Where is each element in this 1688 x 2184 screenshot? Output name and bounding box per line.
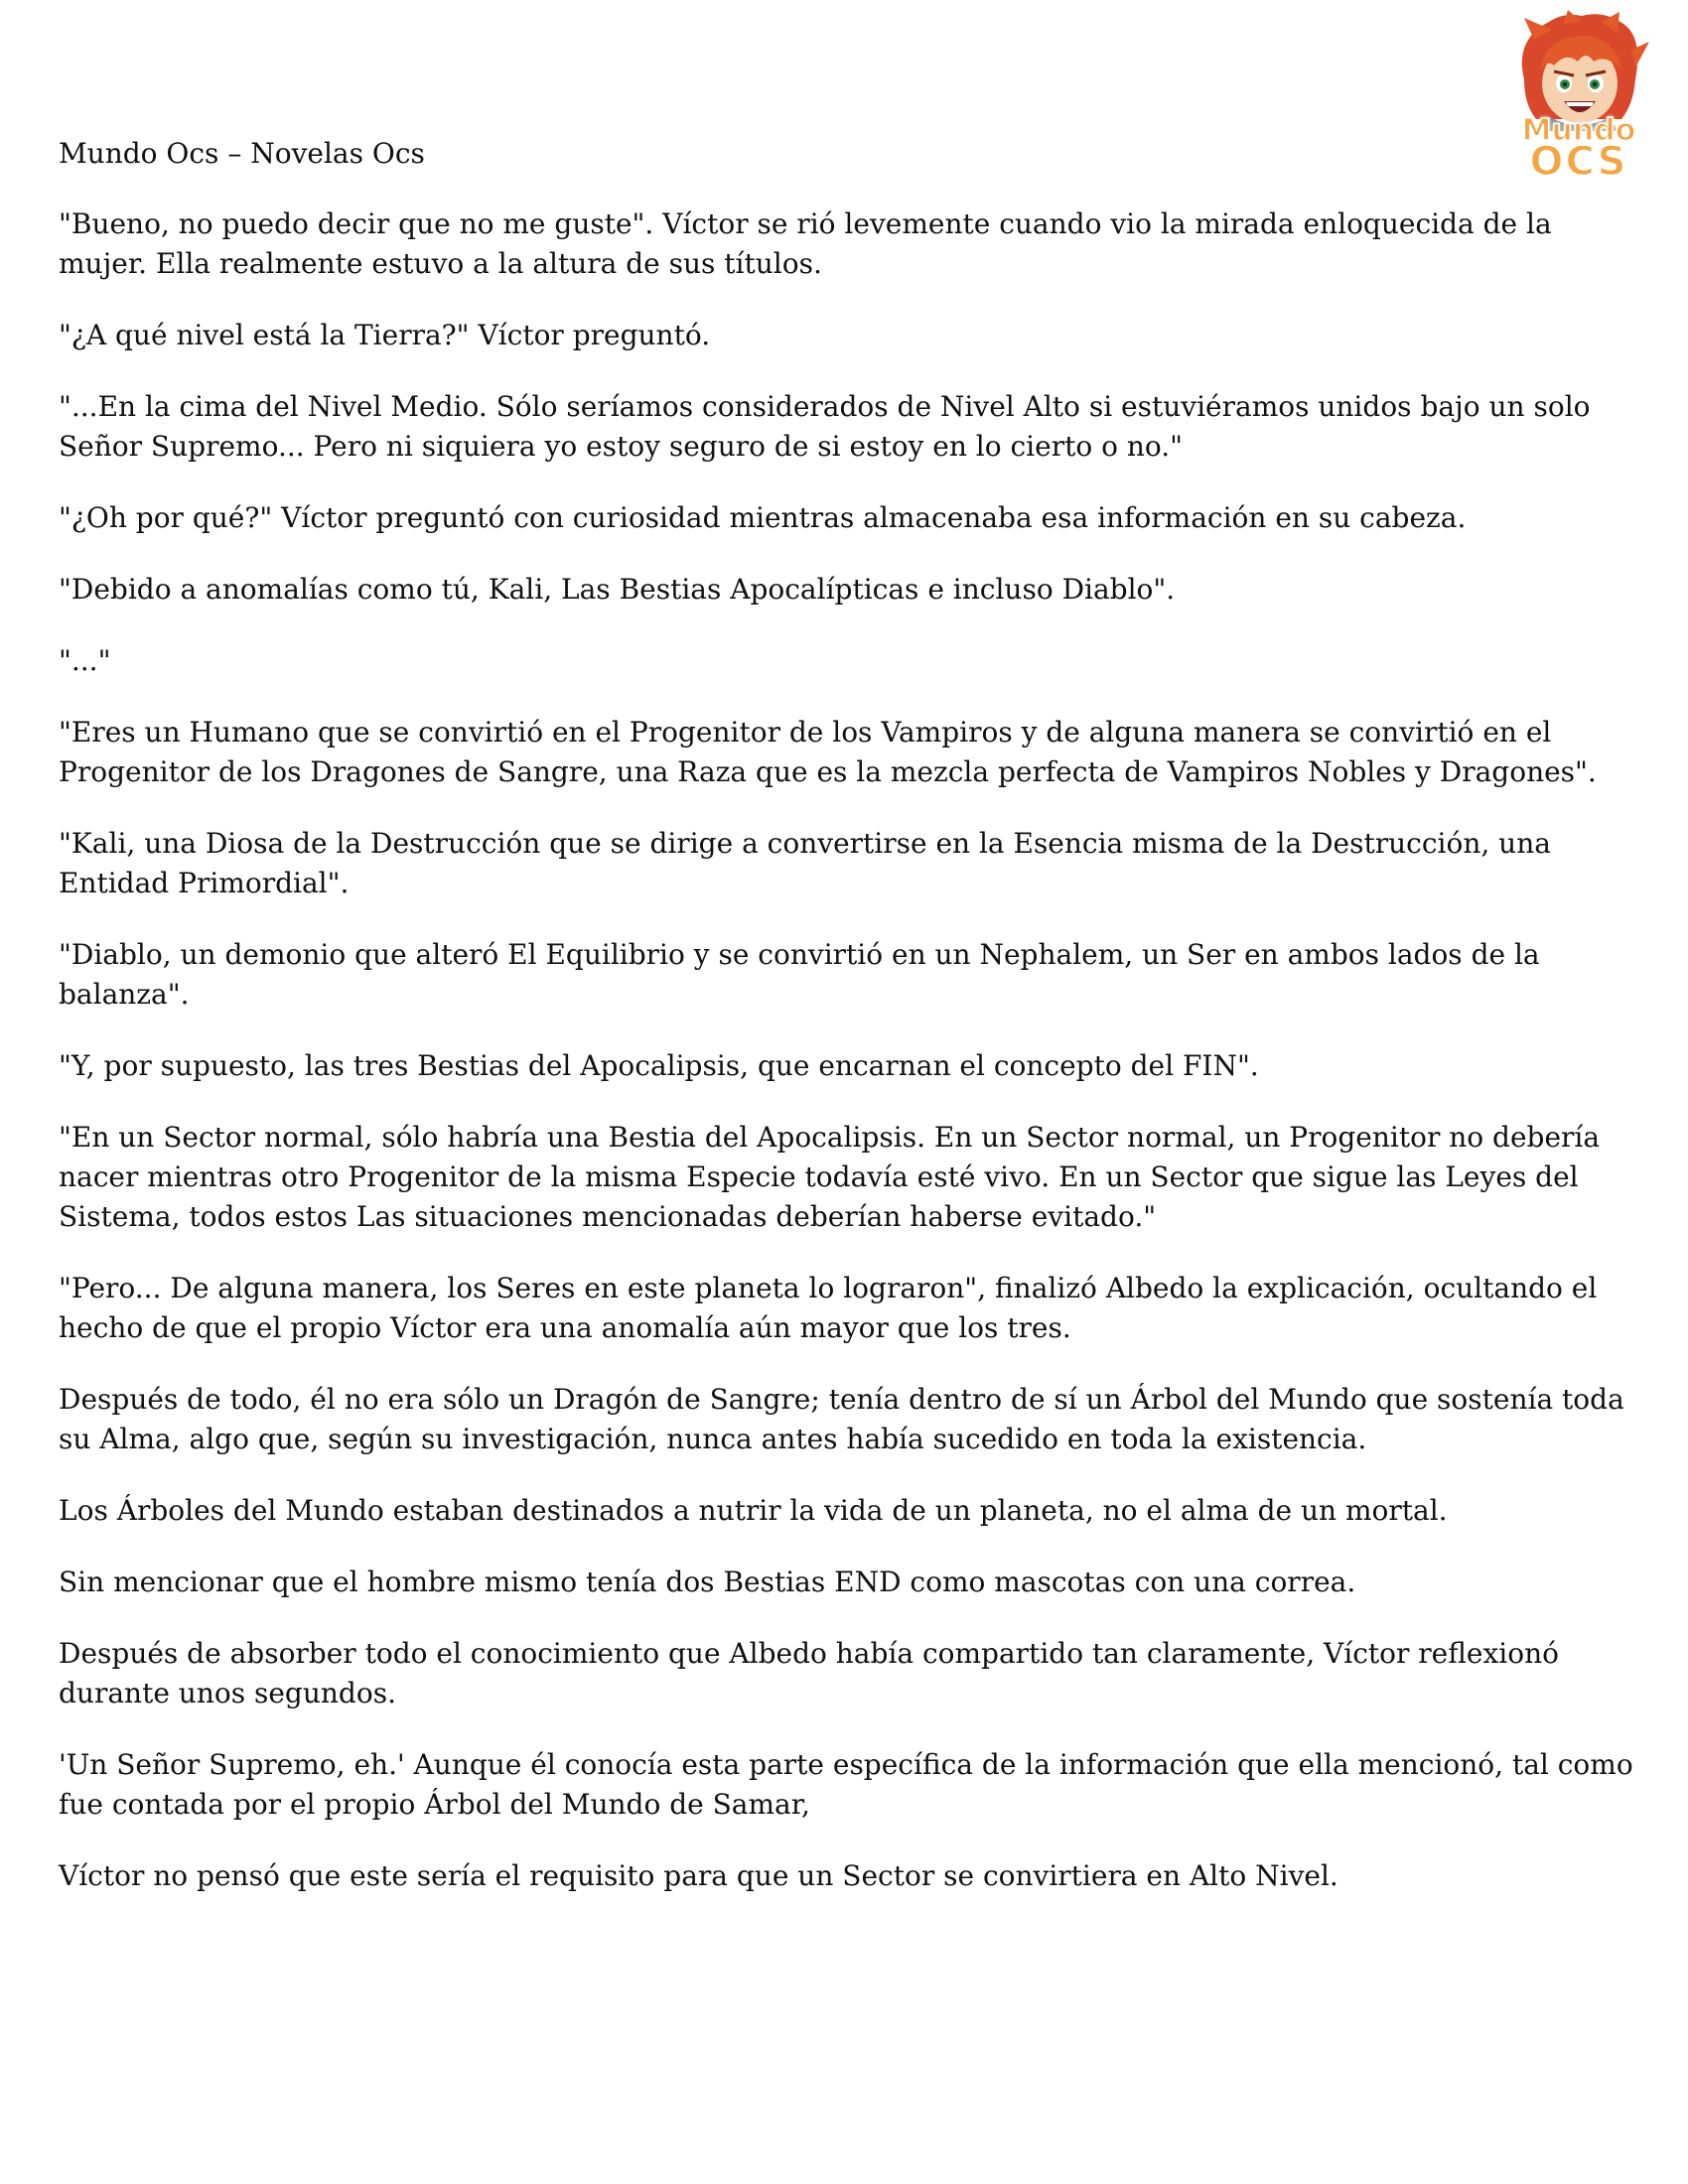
paragraph: "Diablo, un demonio que alteró El Equilibrio y se convirtió en un Nephalem, un Ser en ambos lados de la balanza". (59, 938, 1540, 1011)
paragraph: "¿A qué nivel está la Tierra?" Víctor preguntó. (59, 319, 711, 351)
document-body (59, 205, 1647, 1928)
paragraph: "Y, por supuesto, las tres Bestias del Apocalipsis, que encarnan el concepto del FIN". (59, 1049, 1259, 1082)
paragraph: Sin mencionar que el hombre mismo tenía dos Bestias END como mascotas con una correa. (59, 1566, 1356, 1598)
paragraph: "Eres un Humano que se convirtió en el Progenitor de los Vampiros y de alguna manera se convirtió en el Progenitor de los Dragones de Sangre, una Raza que es la mezcla perfecta de Vampiros Nobles y Dragones". (59, 716, 1597, 788)
paragraph: "Debido a anomalías como tú, Kali, Las Bestias Apocalípticas e incluso Diablo". (59, 573, 1176, 606)
paragraph: Los Árboles del Mundo estaban destinados a nutrir la vida de un planeta, no el alma de un mortal. (59, 1494, 1448, 1527)
mundo-ocs-logo (1494, 10, 1663, 185)
paragraph: "¿Oh por qué?" Víctor preguntó con curiosidad mientras almacenaba esa información en su cabeza. (59, 501, 1467, 534)
paragraph: "Pero... De alguna manera, los Seres en este planeta lo lograron", finalizó Albedo la explicación, ocultando el hecho de que el propio Víctor era una anomalía aún mayor que los tres. (59, 1272, 1598, 1344)
paragraph: "...En la cima del Nivel Medio. Sólo seríamos considerados de Nivel Alto si estuviéramos unidos bajo un solo Señor Supremo... Pero ni siquiera yo estoy seguro de si estoy en lo cierto o no." (59, 390, 1591, 463)
paragraph: 'Un Señor Supremo, eh.' Aunque él conocía esta parte específica de la información que ella mencionó, tal como fue contada por el propio Árbol del Mundo de Samar, (59, 1748, 1633, 1821)
paragraph: Víctor no pensó que este sería el requisito para que un Sector se convirtiera en Alto Nivel. (59, 1859, 1338, 1892)
paragraph: "En un Sector normal, sólo habría una Bestia del Apocalipsis. En un Sector normal, un Progenitor no debería nacer mientras otro Progenitor de la misma Especie todavía esté vivo. En un Sector que sigue las Leyes del Sistema, todos estos Las situaciones mencionadas deberían haberse evitado." (59, 1121, 1601, 1233)
paragraph: "..." (59, 644, 111, 677)
paragraph: "Kali, una Diosa de la Destrucción que se dirige a convertirse en la Esencia misma de la Destrucción, una Entidad Primordial". (59, 827, 1551, 899)
logo-word-ocs: OCS (1529, 139, 1628, 185)
page-header: Mundo Ocs – Novelas Ocs (59, 137, 425, 170)
logo-word-mundo: Mundo (1521, 113, 1636, 148)
paragraph: Después de todo, él no era sólo un Dragón de Sangre; tenía dentro de sí un Árbol del Mundo que sostenía toda su Alma, algo que, según su investigación, nunca antes había sucedido en toda la existencia. (59, 1383, 1624, 1455)
paragraph: "Bueno, no puedo decir que no me guste". Víctor se rió levemente cuando vio la mirada enloquecida de la mujer. Ella realmente estuvo a la altura de sus títulos. (59, 207, 1552, 280)
paragraph: Después de absorber todo el conocimiento que Albedo había compartido tan claramente, Víctor reflexionó durante unos segundos. (59, 1637, 1559, 1709)
